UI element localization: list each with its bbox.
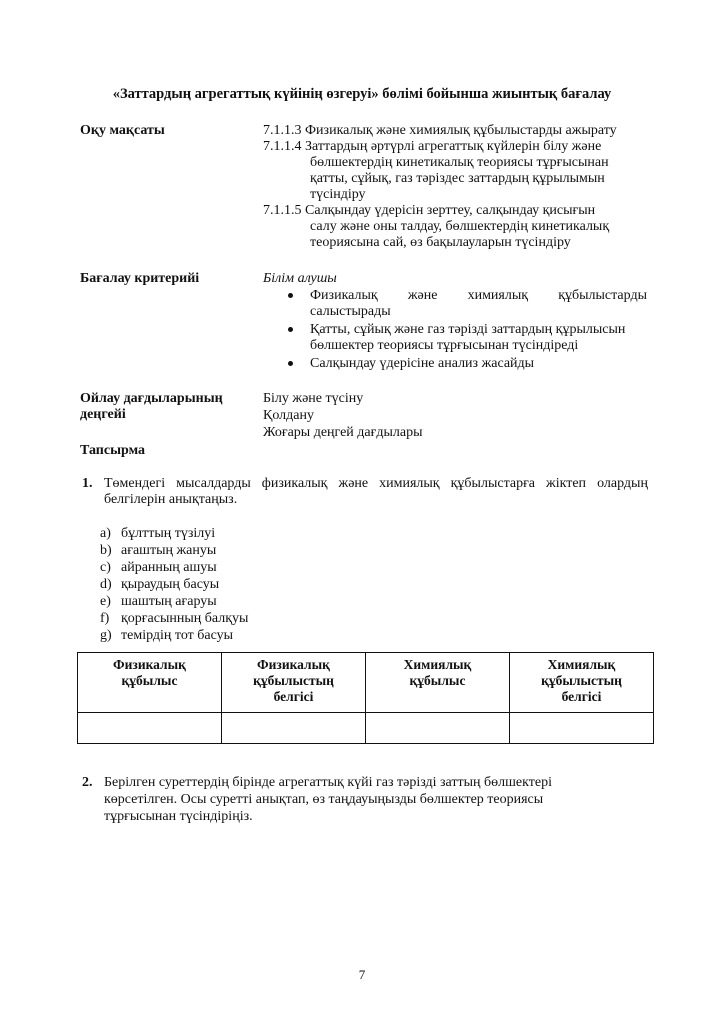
learning-objectives-label: Оқу мақсаты: [80, 123, 165, 138]
thinking-skills-label: Ойлау дағдыларының: [80, 391, 223, 406]
objective-continuation: салу және оны талдау, бөлшектердің кинетикалық: [310, 219, 610, 234]
skill-level: Қолдану: [263, 408, 314, 423]
answer-table: [77, 652, 654, 744]
task-text-line: Берілген суреттердің бірінде агрегаттық күйі газ тәрізді заттың бөлшектері: [104, 775, 552, 790]
task-text-line: белгілерін анықтаңыз.: [104, 492, 238, 507]
header-line: Физикалық: [257, 657, 330, 672]
header-line: құбылыс: [121, 673, 178, 688]
answer-cell[interactable]: [222, 713, 366, 744]
task-number: 1.: [82, 476, 93, 491]
criterion-word: және: [407, 288, 438, 303]
task-word: жіктеп: [546, 476, 587, 491]
answer-cell[interactable]: [78, 713, 222, 744]
learner-heading: Білім алушы: [263, 271, 337, 286]
answer-cell[interactable]: [510, 713, 654, 744]
objective-text: Салқындау үдерісін зерттеу, салқындау қисығын: [305, 203, 596, 218]
option-text: айранның ашуы: [121, 560, 217, 575]
objective-line: [263, 138, 601, 155]
objective-code: 7.1.1.4: [263, 139, 302, 154]
header-line: құбылыстың: [253, 673, 334, 688]
option-text: бұлттың түзілуі: [121, 526, 216, 541]
objective-code: 7.1.1.3: [263, 123, 302, 138]
objective-continuation: теориясына сай, өз бақылауларын түсіндіру: [310, 235, 571, 250]
objective-text: Физикалық және химиялық құбылыстарды ажырату: [305, 123, 617, 138]
task-word: Төмендегі: [104, 476, 166, 491]
objective-continuation: қатты, сұйық, газ тәріздес заттардың құрылымын: [310, 171, 605, 186]
option-letter: b): [100, 543, 112, 558]
criterion-word: Физикалық: [310, 288, 378, 303]
criterion-line: [310, 287, 647, 304]
option-text: шаштың ағаруы: [121, 594, 217, 609]
table-header-cell: [510, 653, 654, 713]
answer-cell[interactable]: [366, 713, 510, 744]
task-word: құбылыстарға: [450, 476, 536, 491]
criterion-word: құбылыстарды: [558, 288, 647, 303]
objective-line: [263, 202, 595, 219]
header-line: құбылыс: [409, 673, 466, 688]
option-letter: e): [100, 594, 111, 609]
bullet-icon: [288, 327, 293, 332]
page-number: 7: [358, 967, 366, 982]
skill-level: Жоғары деңгей дағдылары: [263, 425, 423, 440]
bullet-icon: [288, 361, 293, 366]
table-header-row: [78, 653, 654, 713]
table-header-cell: [366, 653, 510, 713]
header-line: белгісі: [273, 689, 314, 704]
bullet-icon: [288, 293, 293, 298]
task-text-line: [104, 475, 648, 492]
assessment-criteria-label: Бағалау критерийі: [80, 271, 200, 286]
objective-line: [263, 122, 617, 139]
criterion-line: Салқындау үдерісіне анализ жасайды: [310, 356, 535, 371]
option-letter: f): [100, 611, 110, 626]
objective-text: Заттардың әртүрлі агрегаттық күйлерін білу және: [305, 139, 602, 154]
option-text: қорғасынның балқуы: [121, 611, 249, 626]
criterion-word: химиялық: [467, 288, 529, 303]
document-title: «Заттардың агрегаттық күйінің өзгеруі» бөлімі бойынша жиынтық бағалау: [112, 86, 612, 102]
table-row: [78, 713, 654, 744]
task-text-line: тұрғысынан түсіндіріңіз.: [104, 809, 253, 824]
task-word: химиялық: [379, 476, 440, 491]
skill-level: Білу және түсіну: [263, 391, 364, 406]
option-letter: d): [100, 577, 112, 592]
task-text-line: көрсетілген. Осы суретті анықтап, өз таңдауыңызды бөлшектер теориясы: [104, 792, 544, 807]
task-word: физикалық: [261, 476, 328, 491]
task-word: олардың: [597, 476, 648, 491]
objective-continuation: бөлшектердің кинетикалық теориясы тұрғысынан: [310, 155, 609, 170]
header-line: Физикалық: [113, 657, 186, 672]
thinking-skills-label-cont: деңгейі: [80, 407, 126, 422]
criterion-continuation: бөлшектер теориясы тұрғысынан түсіндіреді: [310, 338, 579, 353]
option-text: қыраудың басуы: [121, 577, 220, 592]
objective-code: 7.1.1.5: [263, 203, 302, 218]
header-line: құбылыстың: [541, 673, 622, 688]
table-header-cell: [78, 653, 222, 713]
objective-continuation: түсіндіру: [310, 187, 366, 202]
task-heading: Тапсырма: [80, 443, 146, 458]
criterion-continuation: салыстырады: [310, 304, 391, 319]
criterion-line: Қатты, сұйық және газ тәрізді заттардың құрылысын: [310, 322, 626, 337]
option-letter: c): [100, 560, 111, 575]
header-line: белгісі: [561, 689, 602, 704]
task-word: және: [338, 476, 369, 491]
task-number: 2.: [82, 775, 93, 790]
table-header-cell: [222, 653, 366, 713]
task-word: мысалдарды: [176, 476, 251, 491]
option-text: ағаштың жануы: [121, 543, 217, 558]
option-text: темірдің тот басуы: [121, 628, 234, 643]
option-letter: a): [100, 526, 111, 541]
option-letter: g): [100, 628, 112, 643]
header-line: Химиялық: [547, 657, 616, 672]
header-line: Химиялық: [403, 657, 472, 672]
